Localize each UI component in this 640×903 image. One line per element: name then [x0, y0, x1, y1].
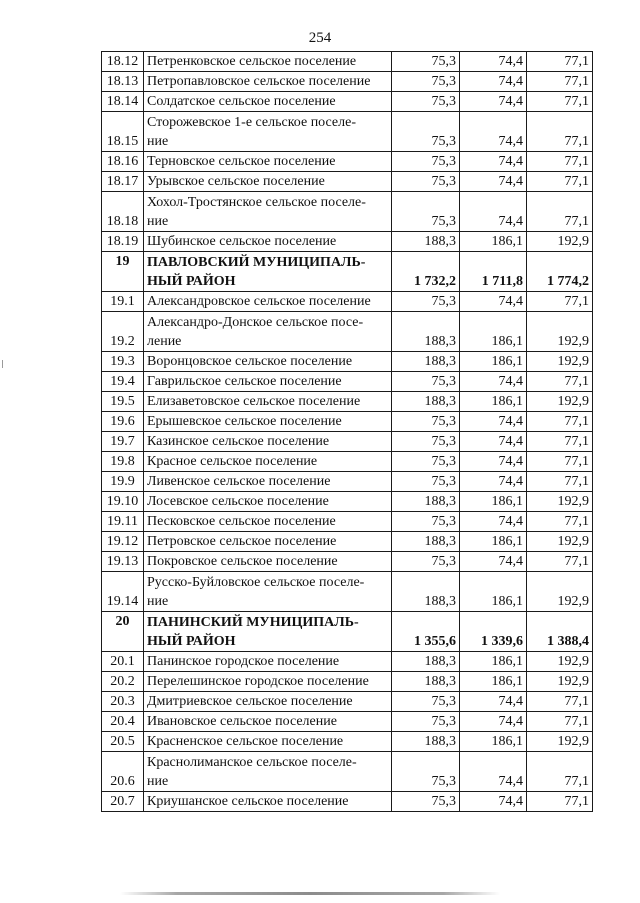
value-col-3: 77,1 — [527, 412, 593, 432]
scan-bottom-smudge — [120, 892, 500, 895]
row-number: 18.12 — [102, 52, 144, 72]
scan-edge-mark — [2, 360, 3, 368]
table-row — [102, 372, 593, 392]
settlement-name: Красненское сельское поселение — [144, 732, 392, 752]
value-col-3: 77,1 — [527, 432, 593, 452]
value-col-3: 77,1 — [527, 452, 593, 472]
value-col-2: 74,4 — [460, 712, 527, 732]
value-col-2: 1 339,6 — [460, 612, 527, 652]
row-number: 20 — [102, 612, 144, 652]
value-col-2: 74,4 — [460, 752, 527, 792]
row-number: 20.5 — [102, 732, 144, 752]
row-number: 20.1 — [102, 652, 144, 672]
value-col-1: 75,3 — [392, 52, 460, 72]
district-row — [102, 612, 593, 652]
settlement-name: Русско-Буйловское сельское поселе- ние — [144, 572, 392, 612]
value-col-2: 74,4 — [460, 452, 527, 472]
value-col-3: 77,1 — [527, 712, 593, 732]
table-row — [102, 452, 593, 472]
table-row — [102, 752, 593, 792]
value-col-3: 77,1 — [527, 52, 593, 72]
table-row — [102, 712, 593, 732]
value-col-3: 1 774,2 — [527, 252, 593, 292]
value-col-3: 77,1 — [527, 192, 593, 232]
settlement-name: Урывское сельское поселение — [144, 172, 392, 192]
value-col-1: 188,3 — [392, 572, 460, 612]
table-row — [102, 92, 593, 112]
value-col-3: 77,1 — [527, 472, 593, 492]
value-col-1: 1 732,2 — [392, 252, 460, 292]
table-row — [102, 492, 593, 512]
value-col-3: 77,1 — [527, 512, 593, 532]
value-col-3: 192,9 — [527, 392, 593, 412]
table-row — [102, 432, 593, 452]
page-number: 254 — [308, 30, 332, 46]
settlement-name: Красное сельское поселение — [144, 452, 392, 472]
settlement-name: Елизаветовское сельское поселение — [144, 392, 392, 412]
value-col-3: 77,1 — [527, 372, 593, 392]
value-col-3: 77,1 — [527, 72, 593, 92]
row-number: 18.18 — [102, 192, 144, 232]
settlement-name: Песковское сельское поселение — [144, 512, 392, 532]
value-col-2: 74,4 — [460, 152, 527, 172]
value-col-1: 75,3 — [392, 292, 460, 312]
value-col-1: 75,3 — [392, 372, 460, 392]
value-col-2: 74,4 — [460, 372, 527, 392]
table-row — [102, 52, 593, 72]
settlement-name: Солдатское сельское поселение — [144, 92, 392, 112]
row-number: 19.5 — [102, 392, 144, 412]
settlement-name: Казинское сельское поселение — [144, 432, 392, 452]
row-number: 20.2 — [102, 672, 144, 692]
value-col-1: 188,3 — [392, 392, 460, 412]
value-col-1: 75,3 — [392, 192, 460, 232]
value-col-3: 77,1 — [527, 172, 593, 192]
row-number: 18.13 — [102, 72, 144, 92]
value-col-2: 74,4 — [460, 292, 527, 312]
value-col-1: 75,3 — [392, 112, 460, 152]
value-col-1: 188,3 — [392, 492, 460, 512]
value-col-3: 192,9 — [527, 312, 593, 352]
value-col-1: 188,3 — [392, 312, 460, 352]
table-row — [102, 692, 593, 712]
value-col-1: 188,3 — [392, 672, 460, 692]
value-col-3: 77,1 — [527, 152, 593, 172]
value-col-3: 192,9 — [527, 652, 593, 672]
row-number: 19.11 — [102, 512, 144, 532]
table-row — [102, 232, 593, 252]
row-number: 19.7 — [102, 432, 144, 452]
row-number: 18.19 — [102, 232, 144, 252]
row-number: 20.3 — [102, 692, 144, 712]
table-row — [102, 792, 593, 812]
value-col-1: 188,3 — [392, 532, 460, 552]
table-row — [102, 532, 593, 552]
value-col-2: 186,1 — [460, 672, 527, 692]
table-row — [102, 412, 593, 432]
table-body — [102, 52, 593, 812]
table-row — [102, 192, 593, 232]
value-col-2: 186,1 — [460, 652, 527, 672]
settlement-name: Воронцовское сельское поселение — [144, 352, 392, 372]
settlement-name: Лосевское сельское поселение — [144, 492, 392, 512]
district-row — [102, 252, 593, 292]
settlement-name: Хохол-Тростянское сельское поселе- ние — [144, 192, 392, 232]
row-number: 19.10 — [102, 492, 144, 512]
settlement-name: Терновское сельское поселение — [144, 152, 392, 172]
value-col-1: 75,3 — [392, 552, 460, 572]
value-col-2: 74,4 — [460, 92, 527, 112]
settlement-name: Сторожевское 1-е сельское поселе- ние — [144, 112, 392, 152]
value-col-2: 74,4 — [460, 792, 527, 812]
row-number: 19.14 — [102, 572, 144, 612]
value-col-3: 77,1 — [527, 792, 593, 812]
value-col-1: 75,3 — [392, 432, 460, 452]
settlement-name: Краснолиманское сельское поселе- ние — [144, 752, 392, 792]
row-number: 20.4 — [102, 712, 144, 732]
settlement-name: Шубинское сельское поселение — [144, 232, 392, 252]
value-col-2: 74,4 — [460, 472, 527, 492]
row-number: 20.6 — [102, 752, 144, 792]
value-col-1: 75,3 — [392, 452, 460, 472]
value-col-2: 186,1 — [460, 392, 527, 412]
row-number: 19.3 — [102, 352, 144, 372]
table-row — [102, 112, 593, 152]
row-number: 19.6 — [102, 412, 144, 432]
value-col-3: 192,9 — [527, 532, 593, 552]
value-col-1: 75,3 — [392, 472, 460, 492]
table-row — [102, 292, 593, 312]
table-row — [102, 572, 593, 612]
value-col-1: 75,3 — [392, 752, 460, 792]
value-col-3: 192,9 — [527, 492, 593, 512]
value-col-1: 75,3 — [392, 172, 460, 192]
value-col-1: 188,3 — [392, 732, 460, 752]
row-number: 19.1 — [102, 292, 144, 312]
settlement-name: Александро-Донское сельское посе- ление — [144, 312, 392, 352]
table-row — [102, 732, 593, 752]
table-row — [102, 652, 593, 672]
value-col-3: 192,9 — [527, 672, 593, 692]
value-col-3: 77,1 — [527, 752, 593, 792]
value-col-1: 75,3 — [392, 152, 460, 172]
value-col-3: 77,1 — [527, 552, 593, 572]
settlement-name: Александровское сельское поселение — [144, 292, 392, 312]
value-col-2: 186,1 — [460, 232, 527, 252]
value-col-3: 192,9 — [527, 572, 593, 612]
row-number: 19.8 — [102, 452, 144, 472]
value-col-1: 75,3 — [392, 92, 460, 112]
settlement-name: Петренковское сельское поселение — [144, 52, 392, 72]
value-col-1: 188,3 — [392, 652, 460, 672]
row-number: 20.7 — [102, 792, 144, 812]
value-col-3: 1 388,4 — [527, 612, 593, 652]
row-number: 19.2 — [102, 312, 144, 352]
table-row — [102, 312, 593, 352]
value-col-2: 186,1 — [460, 352, 527, 372]
value-col-2: 74,4 — [460, 412, 527, 432]
value-col-2: 186,1 — [460, 732, 527, 752]
value-col-3: 77,1 — [527, 292, 593, 312]
table-row — [102, 172, 593, 192]
table-row — [102, 472, 593, 492]
value-col-1: 1 355,6 — [392, 612, 460, 652]
settlement-name: Панинское городское поселение — [144, 652, 392, 672]
settlement-name: Криушанское сельское поселение — [144, 792, 392, 812]
value-col-1: 75,3 — [392, 712, 460, 732]
value-col-1: 188,3 — [392, 232, 460, 252]
table-row — [102, 352, 593, 372]
value-col-2: 186,1 — [460, 492, 527, 512]
value-col-2: 74,4 — [460, 552, 527, 572]
table-row — [102, 72, 593, 92]
value-col-2: 74,4 — [460, 52, 527, 72]
row-number: 19.12 — [102, 532, 144, 552]
table-row — [102, 512, 593, 532]
settlement-name: Петровское сельское поселение — [144, 532, 392, 552]
row-number: 18.14 — [102, 92, 144, 112]
row-number: 19.13 — [102, 552, 144, 572]
value-col-2: 74,4 — [460, 112, 527, 152]
value-col-2: 74,4 — [460, 512, 527, 532]
value-col-3: 192,9 — [527, 232, 593, 252]
settlement-name: Дмитриевское сельское поселение — [144, 692, 392, 712]
settlement-name: Ливенское сельское поселение — [144, 472, 392, 492]
table-row — [102, 552, 593, 572]
value-col-1: 75,3 — [392, 692, 460, 712]
settlement-name: ПАНИНСКИЙ МУНИЦИПАЛЬ- НЫЙ РАЙОН — [144, 612, 392, 652]
value-col-3: 77,1 — [527, 692, 593, 712]
value-col-1: 75,3 — [392, 72, 460, 92]
settlement-name: Ерышевское сельское поселение — [144, 412, 392, 432]
value-col-3: 192,9 — [527, 352, 593, 372]
row-number: 19 — [102, 252, 144, 292]
table-row — [102, 672, 593, 692]
value-col-1: 188,3 — [392, 352, 460, 372]
settlement-name: ПАВЛОВСКИЙ МУНИЦИПАЛЬ- НЫЙ РАЙОН — [144, 252, 392, 292]
row-number: 18.15 — [102, 112, 144, 152]
row-number: 18.17 — [102, 172, 144, 192]
value-col-1: 75,3 — [392, 792, 460, 812]
value-col-2: 74,4 — [460, 192, 527, 232]
value-col-2: 74,4 — [460, 432, 527, 452]
table-row — [102, 392, 593, 412]
row-number: 19.4 — [102, 372, 144, 392]
value-col-1: 75,3 — [392, 512, 460, 532]
settlement-name: Гаврильское сельское поселение — [144, 372, 392, 392]
row-number: 18.16 — [102, 152, 144, 172]
budget-table — [101, 51, 593, 812]
settlement-name: Петропавловское сельское поселение — [144, 72, 392, 92]
value-col-3: 77,1 — [527, 112, 593, 152]
value-col-3: 77,1 — [527, 92, 593, 112]
value-col-2: 74,4 — [460, 172, 527, 192]
value-col-2: 1 711,8 — [460, 252, 527, 292]
value-col-3: 192,9 — [527, 732, 593, 752]
settlement-name: Перелешинское городское поселение — [144, 672, 392, 692]
value-col-2: 74,4 — [460, 692, 527, 712]
value-col-2: 74,4 — [460, 72, 527, 92]
value-col-1: 75,3 — [392, 412, 460, 432]
settlement-name: Ивановское сельское поселение — [144, 712, 392, 732]
row-number: 19.9 — [102, 472, 144, 492]
value-col-2: 186,1 — [460, 572, 527, 612]
value-col-2: 186,1 — [460, 532, 527, 552]
value-col-2: 186,1 — [460, 312, 527, 352]
settlement-name: Покровское сельское поселение — [144, 552, 392, 572]
table-row — [102, 152, 593, 172]
